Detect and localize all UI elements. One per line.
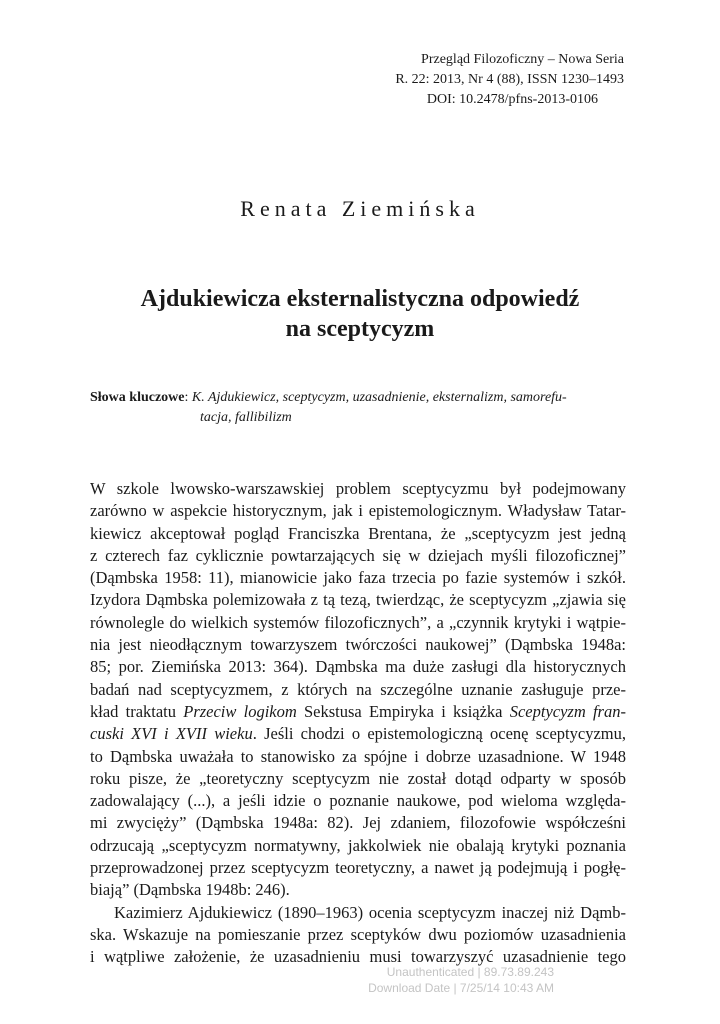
- keywords-block: [90, 388, 630, 428]
- text-segment: zadowalający (...), a jeśli idzie o poznanie naukowe, pod wieloma względa-: [90, 791, 626, 811]
- text-segment: kiewicz akceptował pogląd Franciszka Brentana, że „sceptycyzm jest jedną: [90, 523, 626, 543]
- body-line: [90, 879, 626, 901]
- text-segment: biają” (Dąmbska 1948b: 246).: [90, 880, 290, 900]
- text-segment: odrzucają „sceptycyzm normatywny, jakkolwiek nie obalają krytyki poznania: [90, 835, 626, 855]
- text-segment: Izydora Dąmbska polemizowała z tą tezą, twierdząc, że sceptycyzm „zjawia się: [90, 590, 626, 610]
- body-line: [90, 812, 626, 834]
- text-segment: ska. Wskazuje na pomieszanie przez sceptyków dwu poziomów uzasadnienia: [90, 924, 626, 944]
- text-segment: . Jeśli chodzi o epistemologiczną ocenę sceptycyzmu,: [252, 724, 626, 744]
- body-line: [90, 656, 626, 678]
- body-line: [90, 545, 626, 567]
- body-line: [90, 902, 626, 924]
- body-line: [90, 634, 626, 656]
- body-text: [90, 478, 626, 969]
- text-segment: z czterech faz cyklicznie powtarzających się w dziejach myśli filozoficznej”: [90, 545, 626, 565]
- keywords-separator: :: [184, 390, 189, 405]
- body-line: [90, 768, 626, 790]
- text-segment: przeprowadzonej przez sceptycyzm teoretyczny, a nawet ją podejmują i pogłę-: [90, 858, 626, 878]
- text-segment: zarówno w aspekcie historycznym, jak i epistemologicznym. Władysław Tatar-: [90, 501, 626, 521]
- text-segment: mi zwycięży” (Dąmbska 1948a: 82). Jej zdaniem, filozofowie współcześni: [90, 813, 626, 833]
- keywords-label: Słowa kluczowe: [90, 390, 185, 405]
- body-line: [90, 679, 626, 701]
- body-line: [90, 924, 626, 946]
- title-line: na sceptycyzm: [285, 316, 435, 342]
- text-segment: i wątpliwe założenie, że uzasadnieniu musi towarzyszyć uzasadnienie tego: [90, 947, 626, 967]
- keywords-list: K. Ajdukiewicz, sceptycyzm, uzasadnienie, eksternalizm, samorefu-: [188, 390, 567, 405]
- text-segment: Sekstusa Empiryka i książka: [296, 701, 510, 721]
- text-segment: badań nad sceptycyzmem, z których na szczególne uznanie zasługuje prze-: [90, 679, 626, 699]
- body-line: [90, 478, 626, 500]
- journal-doi: DOI: 10.2478/pfns-2013-0106: [426, 92, 598, 107]
- journal-volume: R. 22: 2013, Nr 4 (88), ISSN 1230–1493: [395, 72, 624, 87]
- watermark-ip: Unauthenticated | 89.73.89.243: [386, 965, 554, 979]
- text-segment: równolegle do wielkich systemów filozoficznych”, a „czynnik krytyki i wątpie-: [90, 612, 626, 632]
- body-line: [90, 835, 626, 857]
- text-segment: Kazimierz Ajdukiewicz (1890–1963) ocenia sceptycyzm inaczej niż Dąmb-: [114, 902, 626, 922]
- journal-header: [395, 50, 624, 110]
- body-line: [90, 857, 626, 879]
- body-line: [90, 723, 626, 745]
- journal-name: Przegląd Filozoficzny – Nowa Seria: [421, 52, 624, 67]
- text-segment: kład traktatu: [90, 701, 184, 721]
- article-title: [90, 284, 630, 344]
- body-line: [90, 567, 626, 589]
- text-segment: (Dąmbska 1958: 11), mianowicie jako faza trzecia po fazie systemów i szkół.: [90, 568, 626, 588]
- download-watermark: [300, 964, 554, 996]
- body-line: [90, 589, 626, 611]
- title-line: Ajdukiewicza eksternalistyczna odpowiedź: [140, 286, 580, 312]
- text-segment: W szkole lwowsko-warszawskiej problem sceptycyzmu był podejmowany: [90, 479, 626, 498]
- italic-title: Przeciw logikom: [183, 701, 297, 721]
- author-name: Renata Ziemińska: [240, 196, 480, 221]
- keywords-list-continued: tacja, fallibilizm: [200, 410, 292, 425]
- text-segment: nia jest nieodłącznym towarzyszem twórczości naukowej” (Dąmbska 1948a:: [90, 635, 626, 655]
- text-segment: roku pisze, że „teoretyczny sceptycyzm nie został dotąd odparty w sposób: [90, 768, 626, 788]
- body-line: [90, 701, 626, 723]
- text-segment: 85; por. Ziemińska 2013: 364). Dąmbska ma duże zasługi dla historycznych: [90, 657, 626, 677]
- italic-title: cuski XVI i XVII wieku: [90, 724, 253, 744]
- watermark-date: Download Date | 7/25/14 10:43 AM: [368, 981, 554, 995]
- body-line: [90, 746, 626, 768]
- body-line: [90, 612, 626, 634]
- keywords-line: [90, 388, 630, 408]
- italic-title: Sceptycyzm fran-: [509, 701, 626, 721]
- body-line: [90, 500, 626, 522]
- body-line: [90, 523, 626, 545]
- text-segment: to Dąmbska uważała to stanowisko za spójne i dobrze uzasadnione. W 1948: [90, 746, 626, 766]
- body-line: [90, 790, 626, 812]
